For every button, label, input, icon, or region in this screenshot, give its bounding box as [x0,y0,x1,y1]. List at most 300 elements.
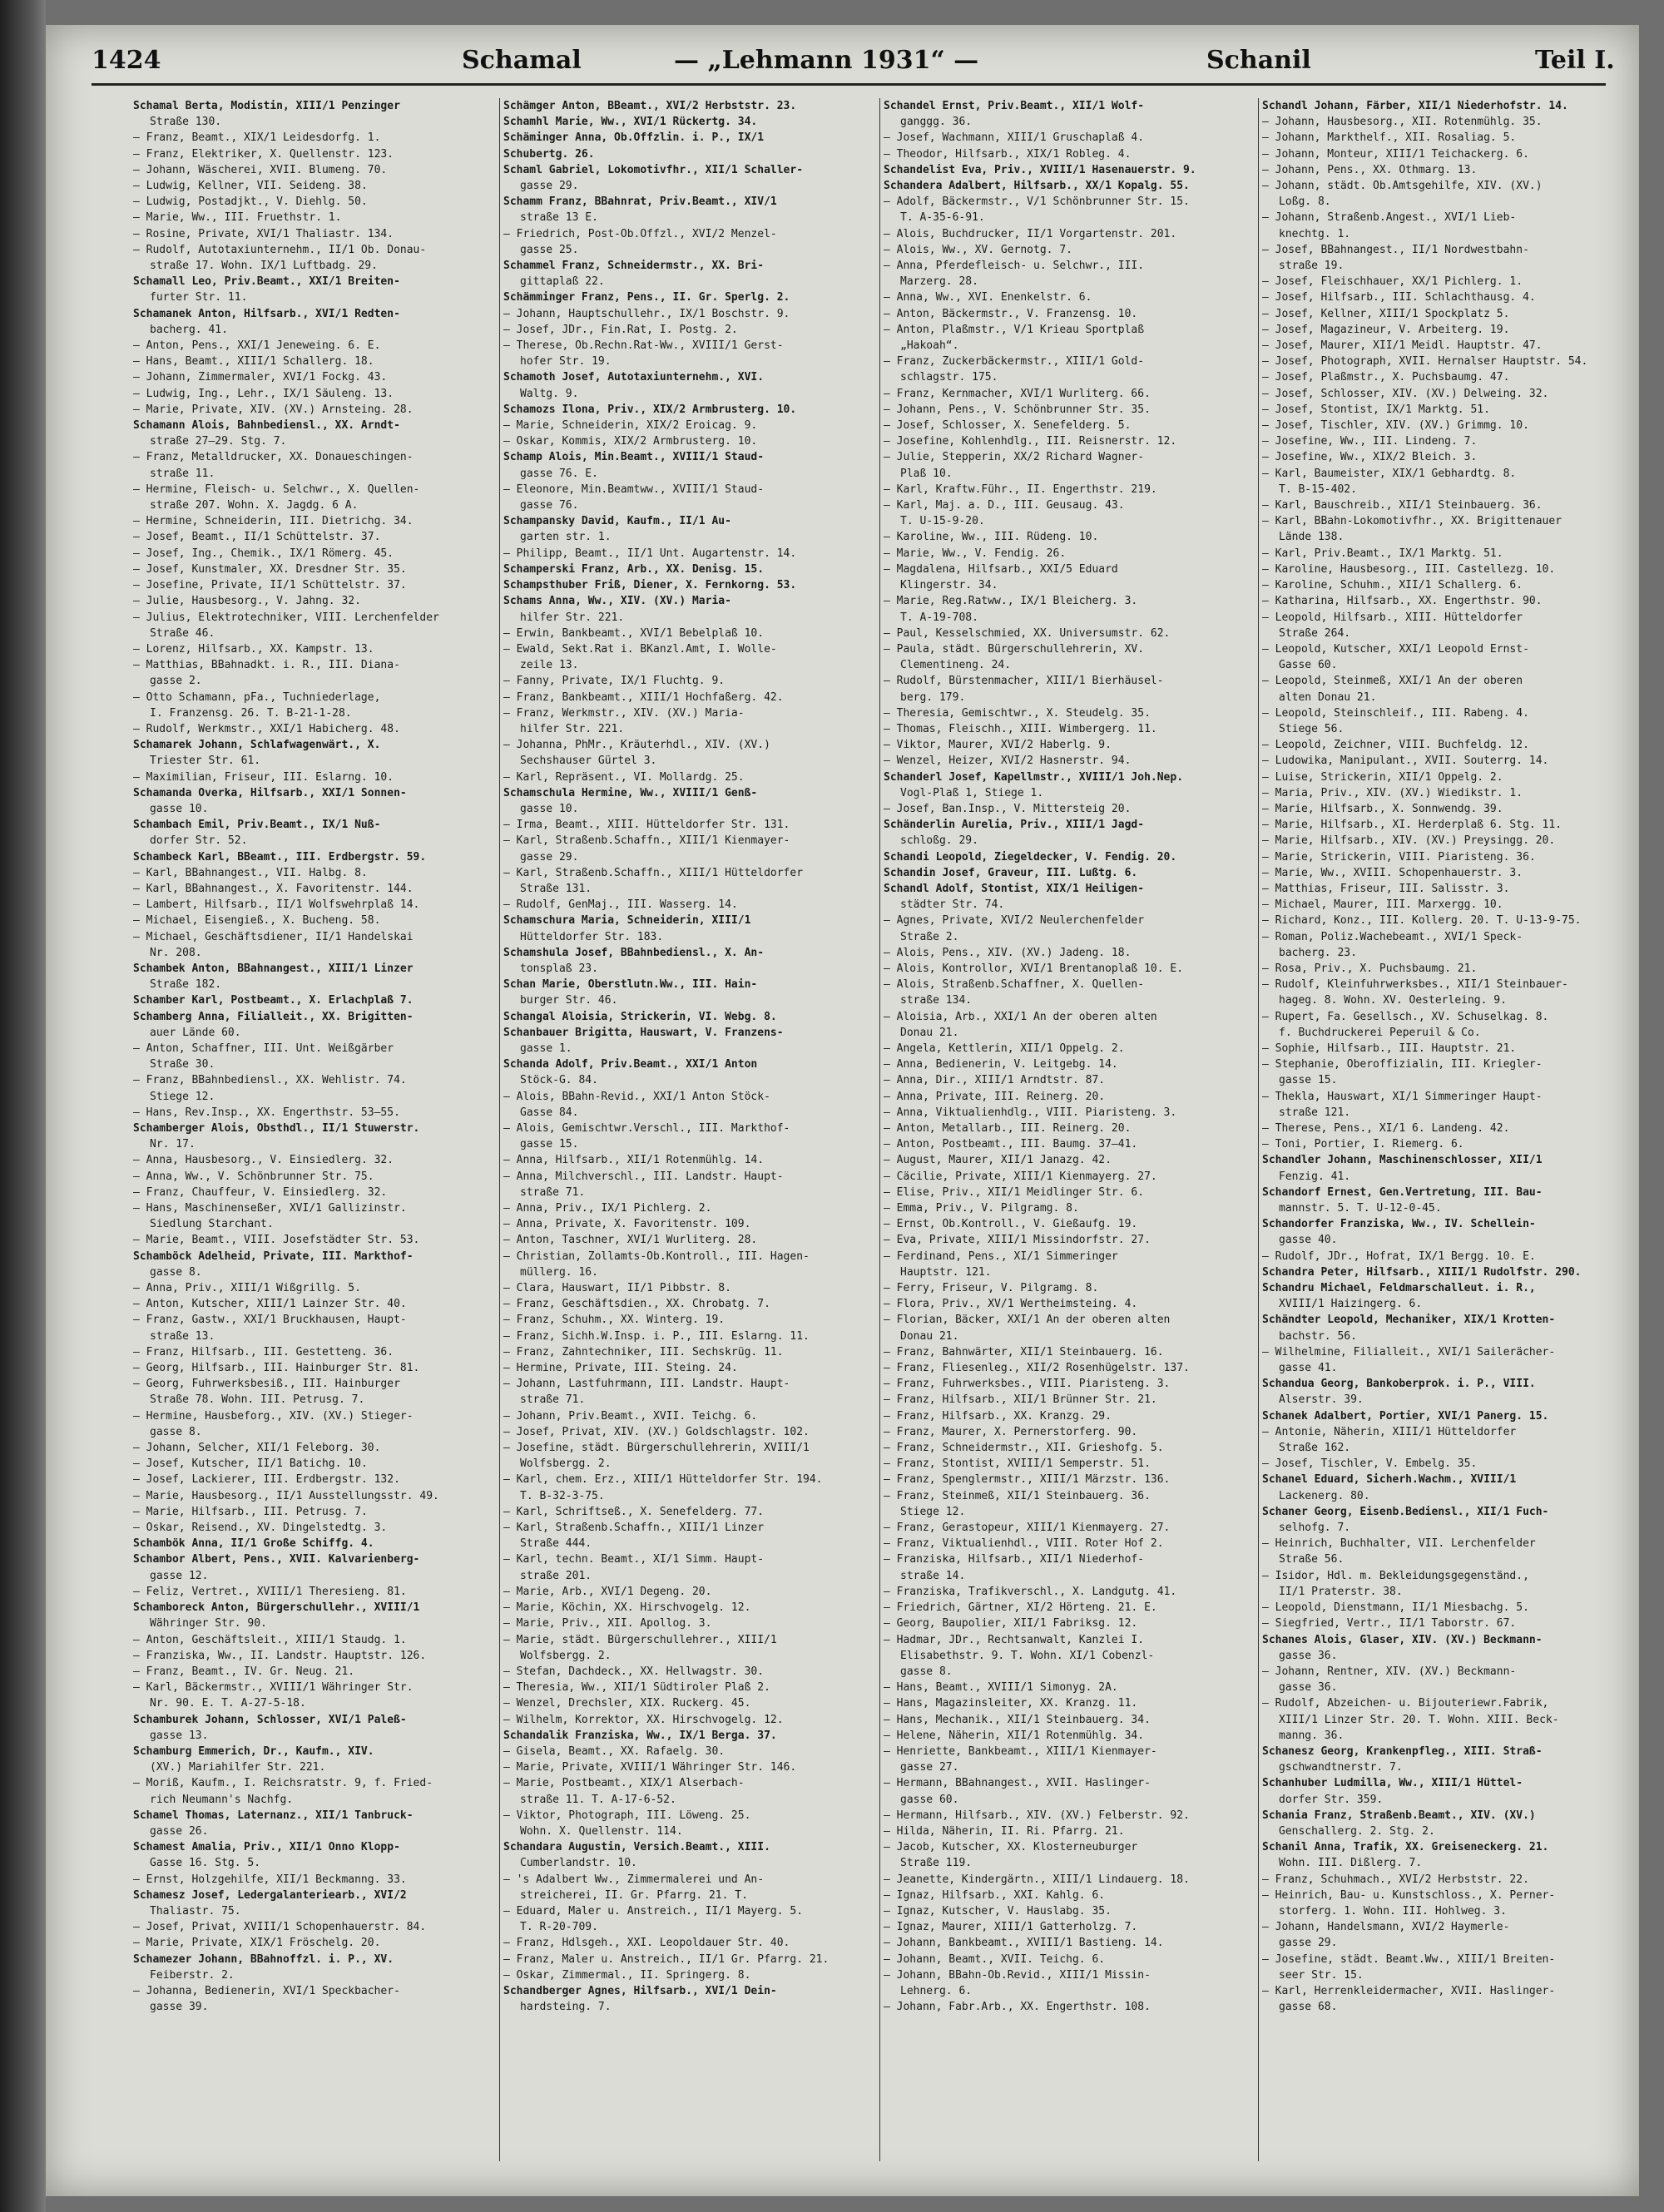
entry-line: — Josefine, Private, II/1 Schüttelstr. 37. [133,579,407,592]
left-headword: Schamal [462,46,582,75]
entry-line: — Lorenz, Hilfsarb., XX. Kampstr. 13. [133,642,374,656]
entry-line: — Antonie, Näherin, XIII/1 Hütteldorfer [1262,1425,1517,1438]
entry-line: — Angela, Kettlerin, XII/1 Oppelg. 2. [884,1042,1125,1055]
entry-continuation: Straße 2. [900,930,959,943]
entry-headword-line: Schamezer Johann, BBahnoffzl. i. P., XV. [133,1952,394,1966]
entry-headword-line: Schamschura Maria, Schneiderin, XIII/1 [503,914,751,928]
entry-line: — Agnes, Private, XVI/2 Neulerchenfelder [884,914,1145,928]
entry-headword-line: Schaner Georg, Eisenb.Bediensl., XII/1 Fuch- [1262,1505,1549,1518]
entry-continuation: T. A-35-6-91. [900,211,985,225]
entry-headword-line: Schandru Michael, Feldmarschalleut. i. R., [1262,1282,1536,1295]
entry-line: — Anton, Metallarb., III. Reinerg. 20. [884,1122,1132,1135]
entry-line: — Franz, Fuhrwerksbes., VIII. Piaristeng. 3. [884,1378,1171,1391]
entry-line: — Karl, Baumeister, XIX/1 Gebhardtg. 8. [1262,467,1517,480]
entry-headword-line: Schandera Adalbert, Hilfsarb., XX/1 Kopalg. 55. [884,180,1190,193]
entry-continuation: städter Str. 74. [900,898,1005,912]
entry-headword-line: Schandelist Eva, Priv., XVIII/1 Hasenauerstr. 9. [884,163,1196,176]
entry-line: — Anna, Priv., IX/1 Pichlerg. 2. [503,1202,712,1215]
entry-headword-line: Schandorfer Franziska, Ww., IV. Schellein- [1262,1218,1536,1231]
entry-continuation: Lackenerg. 80. [1279,1489,1370,1502]
entry-headword-line: Schamanda Overka, Hilfsarb., XXI/1 Sonnen- [133,786,407,799]
entry-line: — Johann, Bankbeamt., XVIII/1 Bastieng. 14. [884,1937,1164,1950]
entry-line: — Josef, Maurer, XII/1 Meidl. Hauptstr. 47. [1262,339,1543,353]
entry-headword-line: Schänderlin Aurelia, Priv., XIII/1 Jagd- [884,819,1145,832]
entry-continuation: tonsplaß 23. [520,962,598,975]
entry-line: — Marie, Private, XIV. (XV.) Arnsteing. 28. [133,403,414,416]
entry-line: — Josef, Wachmann, XIII/1 Gruschaplaß 4. [884,131,1145,145]
entry-continuation: gasse 10. [520,802,579,815]
entry-continuation: Straße 46. [150,626,215,640]
entry-continuation: gasse 76. E. [520,467,598,480]
entry-continuation: burger Str. 46. [520,994,618,1007]
entry-line: — Johanna, Bedienerin, XVI/1 Speckbacher- [133,1984,400,1997]
entry-line: — Johann, Beamt., XVII. Teichg. 6. [884,1952,1106,1966]
entry-line: — Rupert, Fa. Gesellsch., XV. Schuselkag. 8. [1262,1010,1549,1023]
entry-line: — Josef, Hilfsarb., III. Schlachthausg. 4. [1262,291,1536,304]
entry-continuation: Straße 182. [150,978,222,992]
entry-headword-line: Schams Anna, Ww., XIV. (XV.) Maria- [503,595,731,608]
entry-continuation: Cumberlandstr. 10. [520,1857,637,1870]
entry-continuation: auer Lände 60. [150,1026,241,1039]
entry-continuation: bacherg. 41. [150,323,228,336]
entry-line: — Christian, Zollamts-Ob.Kontroll., III. Hagen- [503,1250,810,1263]
entry-headword-line: Schamoth Josef, Autotaxiunternehm., XVI. [503,371,765,384]
entry-headword-line: Schamburek Johann, Schlosser, XVI/1 Paleß- [133,1713,407,1726]
entry-line: — Franz, BBahnbediensl., XX. Wehlistr. 74. [133,1074,407,1087]
entry-headword-line: Schamberger Alois, Obsthdl., II/1 Stuwerstr. [133,1122,420,1135]
column-divider [879,98,880,2161]
entry-headword-line: Schanhuber Ludmilla, Ww., XIII/1 Hüttel- [1262,1777,1523,1790]
entry-continuation: Straße 78. Wohn. III. Petrusg. 7. [150,1393,365,1407]
entry-line: — Marie, Hausbesorg., II/1 Ausstellungsstr. 49. [133,1489,439,1502]
entry-continuation: Plaß 10. [900,467,953,480]
entry-line: — Josef, Tischler, XIV. (XV.) Grimmg. 10. [1262,419,1529,433]
entry-line: — Anna, Ww., XVI. Enenkelstr. 6. [884,291,1092,304]
entry-line: — Karl, BBahnangest., X. Favoritenstr. 144. [133,882,414,895]
entry-continuation: Wohn. III. Dißlerg. 7. [1279,1857,1423,1870]
entry-line: — Josefine, Kohlenhdlg., III. Reisnerstr. 12. [884,435,1177,448]
entry-continuation: gasse 15. [1279,1074,1338,1087]
entry-line: — Josef, Kunstmaler, XX. Dresdner Str. 35. [133,562,407,576]
entry-headword-line: Schandalik Franziska, Ww., IX/1 Berga. 37. [503,1729,777,1742]
entry-line: — Anton, Geschäftsleit., XIII/1 Staudg. 1. [133,1633,407,1646]
entry-headword-line: Schändter Leopold, Mechaniker, XIX/1 Krotten- [1262,1314,1556,1327]
entry-line: — Isidor, Hdl. m. Bekleidungsgegenständ., [1262,1569,1529,1582]
entry-line: — Marie, Ww., XVIII. Schopenhauerstr. 3. [1262,866,1523,879]
entry-headword-line: Schanbauer Brigitta, Hauswart, V. Franzens- [503,1026,784,1039]
entry-line: — Marie, städt. Bürgerschullehrer., XIII/1 [503,1633,777,1646]
entry-continuation: rich Neumann's Nachfg. [150,1793,294,1806]
entry-line: — Josef, JDr., Fin.Rat, I. Postg. 2. [503,323,738,336]
entry-headword-line: Schambek Anton, BBahnangest., XIII/1 Linzer [133,962,414,975]
entry-line: — Karl, Bauschreib., XII/1 Steinbauerg. 36. [1262,499,1543,512]
entry-line: — Rudolf, Werkmstr., XXI/1 Habicherg. 48. [133,722,400,735]
column-4 [1262,98,1638,2178]
entry-continuation: gasse 36. [1279,1649,1338,1662]
entry-continuation: Marzerg. 28. [900,275,978,289]
entry-headword-line: Schamal Berta, Modistin, XIII/1 Penzinger [133,100,400,112]
entry-line: — Wenzel, Drechsler, XIX. Ruckerg. 45. [503,1697,751,1710]
entry-line: — Franz, Stontist, XVIII/1 Semperstr. 51. [884,1457,1151,1471]
entry-line: — Franz, Viktualienhdl., VIII. Roter Hof 2. [884,1537,1164,1551]
entry-line: — Cäcilie, Private, XIII/1 Kienmayerg. 27. [884,1170,1157,1183]
entry-continuation: seer Str. 15. [1279,1968,1364,1982]
entry-line: — Johann, Handelsmann, XVI/2 Haymerle- [1262,1921,1510,1934]
entry-line: — Marie, Arb., XVI/1 Degeng. 20. [503,1585,712,1598]
entry-line: — Ignaz, Maurer, XIII/1 Gatterholzg. 7. [884,1921,1138,1934]
entry-continuation: T. B-15-402. [1279,482,1357,496]
entry-continuation: Lände 138. [1279,531,1345,544]
entry-line: — Rudolf, Abzeichen- u. Bijouteriewr.Fabrik, [1262,1697,1549,1710]
entry-headword-line: Schambök Anna, II/1 Große Schiffg. 4. [133,1537,374,1551]
entry-line: — Friedrich, Post-Ob.Offzl., XVI/2 Menzel- [503,227,777,240]
entry-continuation: straße 207. Wohn. X. Jagdg. 6 A. [150,499,359,512]
entry-headword-line: Schamall Leo, Priv.Beamt., XXI/1 Breiten- [133,275,400,289]
entry-line: — Oskar, Kommis, XIX/2 Armbrusterg. 10. [503,435,758,448]
entry-line: — Anna, Ww., V. Schönbrunner Str. 75. [133,1170,374,1183]
entry-continuation: dorfer Str. 359. [1279,1793,1384,1806]
entry-line: — Anton, Pens., XXI/1 Jeneweing. 6. E. [133,339,381,353]
entry-line: — Karl, Herrenkleidermacher, XVII. Haslinger- [1262,1984,1556,1997]
entry-line: — Michael, Geschäftsdiener, II/1 Handelskai [133,930,414,943]
entry-continuation: gasse 26. [150,1824,209,1838]
entry-headword-line: Schamburg Emmerich, Dr., Kaufm., XIV. [133,1744,374,1758]
entry-headword-line: Schamest Amalia, Priv., XII/1 Onno Klopp- [133,1841,400,1854]
entry-line: — Karl, Repräsent., VI. Mollardg. 25. [503,770,745,784]
entry-line: — Franz, Schuhmach., XVI/2 Herbststr. 22. [1262,1873,1529,1886]
entry-continuation: Straße 264. [1279,626,1351,640]
entry-line: — Marie, Beamt., VIII. Josefstädter Str. 53. [133,1234,420,1247]
entry-line: — Theresia, Ww., XII/1 Südtiroler Plaß 2. [503,1681,770,1695]
entry-headword-line: Schampsthuber Friß, Diener, X. Fernkorng. 53. [503,579,797,592]
entry-line: — Magdalena, Hilfsarb., XXI/5 Eduard [884,562,1118,576]
entry-line: — Ernst, Holzgehilfe, XII/1 Beckmanng. 33. [133,1873,407,1886]
entry-line: — Rudolf, Autotaxiunternehm., II/1 Ob. Donau- [133,243,427,256]
entry-continuation: furter Str. 11. [150,291,248,304]
entry-continuation: Loßg. 8. [1279,195,1331,209]
entry-line: — Josef, Ing., Chemik., IX/1 Römerg. 45. [133,547,394,560]
entry-line: — Rosa, Priv., X. Puchsbaumg. 21. [1262,962,1478,975]
entry-line: — Josef, Photograph, XVII. Hernalser Hauptstr. 54. [1262,355,1588,369]
entry-headword-line: Schandorf Ernest, Gen.Vertretung, III. Bau- [1262,1185,1543,1199]
entry-headword-line: Schammel Franz, Schneidermstr., XX. Bri- [503,260,765,273]
entry-line: — Marie, Reg.Ratww., IX/1 Bleicherg. 3. [884,595,1138,608]
entry-line: — Franziska, Ww., II. Landstr. Hauptstr. 126. [133,1649,427,1662]
entry-line: — Franz, Zuckerbäckermstr., XIII/1 Gold- [884,355,1145,369]
entry-headword-line: Schämminger Franz, Pens., II. Gr. Sperlg. 2. [503,291,790,304]
entry-continuation: gasse 76. [520,499,579,512]
entry-line: — Anna, Hausbesorg., V. Einsiedlerg. 32. [133,1154,394,1167]
entry-headword-line: Schamshula Josef, BBahnbediensl., X. An- [503,946,765,959]
entry-continuation: müllerg. 16. [520,1265,598,1279]
entry-line: — Heinrich, Buchhalter, VII. Lerchenfelder [1262,1537,1536,1551]
entry-line: — Ludwig, Kellner, VII. Seideng. 38. [133,180,368,193]
entry-line: — Johanna, PhMr., Kräuterhdl., XIV. (XV.) [503,739,770,752]
entry-continuation: „Hakoah“. [900,339,959,353]
entry-continuation: Stiege 12. [150,1090,215,1103]
entry-continuation: Straße 30. [150,1058,215,1071]
entry-line: — Heinrich, Bau- u. Kunstschloss., X. Perner- [1262,1888,1556,1902]
entry-headword-line: Schamböck Adelheid, Private, III. Markthof- [133,1250,414,1263]
entry-line: — Matthias, BBahnadkt. i. R., III. Diana- [133,659,400,672]
entry-line: — Marie, Hilfsarb., XI. Herderplaß 6. Stg. 11. [1262,819,1562,832]
entry-line: — Johann, Markthelf., XII. Rosaliag. 5. [1262,131,1517,145]
entry-headword-line: Schamozs Ilona, Priv., XIX/2 Armbrusterg. 10. [503,403,797,416]
entry-headword-line: Schandua Georg, Bankoberprok. i. P., VIII. [1262,1378,1536,1391]
entry-line: — Eva, Private, XIII/1 Missindorfstr. 27. [884,1234,1151,1247]
entry-continuation: Donau 21. [900,1329,959,1343]
page-number: 1424 [92,46,161,75]
entry-line: — Henriette, Bankbeamt., XIII/1 Kienmayer- [884,1744,1157,1758]
entry-line: — Anna, Pferdefleisch- u. Selchwr., III. [884,260,1145,273]
entry-continuation: II/1 Praterstr. 38. [1279,1585,1403,1598]
entry-headword-line: Schamberg Anna, Filialleit., XX. Brigitten- [133,1010,414,1023]
entry-line: — Maria, Priv., XIV. (XV.) Wiedikstr. 1. [1262,786,1523,799]
running-header [92,46,1615,83]
entry-line: — Ludowika, Manipulant., XVII. Souterrg. 14. [1262,755,1549,768]
entry-continuation: Nr. 208. [150,946,202,959]
entry-continuation: storferg. 1. Wohn. III. Hohlweg. 3. [1279,1904,1507,1918]
entry-line: — Franz, Hdlsgeh., XXI. Leopoldauer Str. 40. [503,1937,790,1950]
entry-line: — Jeanette, Kindergärtn., XIII/1 Lindauerg. 18. [884,1873,1190,1886]
entry-line: — Franziska, Trafikverschl., X. Landgutg. 41. [884,1585,1177,1598]
entry-headword-line: Schamesz Josef, Ledergalanteriearb., XVI/2 [133,1888,407,1902]
entry-line: — Aloisia, Arb., XXI/1 An der oberen alten [884,1010,1157,1023]
entry-continuation: gasse 12. [150,1569,209,1582]
entry-line: — Leopold, Steinschleif., III. Rabeng. 4. [1262,706,1529,720]
entry-line: — Josefine, Ww., XIX/2 Bleich. 3. [1262,451,1478,464]
entry-line: — Franz, Maler u. Anstreich., II/1 Gr. Pfarrg. 21. [503,1952,830,1966]
entry-continuation: Waltg. 9. [520,387,579,400]
entry-line: — Marie, Köchin, XX. Hirschvogelg. 12. [503,1601,751,1615]
entry-line: — Franz, Beamt., XIX/1 Leidesdorfg. 1. [133,131,381,145]
entry-continuation: Wohn. X. Quellenstr. 114. [520,1824,683,1838]
entry-line: — Franz, Sichh.W.Insp. i. P., III. Eslarng. 11. [503,1329,810,1343]
entry-line: — Hermann, BBahnangest., XVII. Haslinger- [884,1777,1151,1790]
entry-continuation: gittaplaß 22. [520,275,605,289]
entry-line: — Alois, Buchdrucker, II/1 Vorgartenstr. 201. [884,227,1177,240]
entry-continuation: Straße 56. [1279,1553,1345,1566]
entry-headword-line: Schanesz Georg, Krankenpfleg., XIII. Straß- [1262,1744,1543,1758]
entry-line: — Rudolf, JDr., Hofrat, IX/1 Bergg. 10. E. [1262,1250,1536,1263]
entry-continuation: straße 71. [520,1185,586,1199]
entry-line: — Marie, Hilfsarb., X. Sonnwendg. 39. [1262,802,1503,815]
entry-headword-line: Schambeck Karl, BBeamt., III. Erdbergstr. 59. [133,850,427,864]
entry-line: — Georg, Fuhrwerksbesiß., III. Hainburger [133,1378,400,1391]
entry-line: — Karl, Kraftw.Führ., II. Engerthstr. 219. [884,482,1157,496]
entry-line: — Karl, Straßenb.Schaffn., XIII/1 Linzer [503,1522,765,1535]
entry-line: — Anton, Plaßmstr., V/1 Krieau Sportplaß [884,323,1145,336]
entry-continuation: hofer Str. 19. [520,355,612,369]
entry-continuation: I. Franzensg. 26. T. B-21-1-28. [150,706,352,720]
entry-line: — Helene, Näherin, XII/1 Rotenmühlg. 34. [884,1729,1145,1742]
entry-line: — Leopold, Zeichner, VIII. Buchfeldg. 12. [1262,739,1529,752]
entry-continuation: Siedlung Starchant. [150,1218,274,1231]
entry-line: — Hermine, Schneiderin, III. Dietrichg. 34. [133,515,414,528]
entry-line: — Franz, Steinmeß, XII/1 Steinbauerg. 36. [884,1489,1151,1502]
entry-line: — Johann, Priv.Beamt., XVII. Teichg. 6. [503,1409,758,1423]
entry-headword-line: Schandra Peter, Hilfsarb., XIII/1 Rudolfstr. 290. [1262,1265,1582,1279]
entry-continuation: mannstr. 5. T. U-12-0-45. [1279,1202,1442,1215]
entry-line: — Rudolf, Bürstenmacher, XIII/1 Bierhäusel- [884,675,1164,688]
entry-headword-line: Schamarek Johann, Schlafwagenwärt., X. [133,739,381,752]
entry-line: — Leopold, Kutscher, XXI/1 Leopold Ernst- [1262,642,1529,656]
entry-line: — Luise, Strickerin, XII/1 Oppelg. 2. [1262,770,1503,784]
entry-line: — Karl, chem. Erz., XIII/1 Hütteldorfer Str. 194. [503,1473,823,1487]
entry-headword-line: Schamp Alois, Min.Beamt., XVIII/1 Staud- [503,451,765,464]
entry-continuation: gasse 27. [900,1761,959,1774]
entry-line: — Eduard, Maler u. Anstreich., II/1 Mayerg. 5. [503,1904,804,1918]
entry-continuation: straße 201. [520,1569,592,1582]
entry-line: — Hans, Beamt., XVIII/1 Simonyg. 2A. [884,1681,1118,1695]
entry-line: — Alois, Gemischtwr.Verschl., III. Markthof- [503,1122,790,1135]
entry-line: — Hans, Rev.Insp., XX. Engerthstr. 53—55. [133,1106,400,1119]
entry-continuation: hardsteing. 7. [520,2001,612,2014]
entry-line: — Karoline, Schuhm., XII/1 Schallerg. 6. [1262,579,1523,592]
entry-headword-line: Schandi Leopold, Ziegeldecker, V. Fendig. 20. [884,850,1177,864]
entry-continuation: manng. 36. [1279,1729,1345,1742]
entry-line: — Wenzel, Heizer, XVI/2 Hasnerstr. 94. [884,755,1132,768]
right-headword: Schanil [1206,46,1311,75]
entry-continuation: Stiege 12. [900,1505,966,1518]
entry-line: — Josefine, Ww., III. Lindeng. 7. [1262,435,1478,448]
entry-headword-line: Schanil Anna, Trafik, XX. Greiseneckerg. 21. [1262,1841,1549,1854]
entry-line: — Michael, Eisengieß., X. Bucheng. 58. [133,914,381,928]
entry-line: — Ignaz, Hilfsarb., XXI. Kahlg. 6. [884,1888,1106,1902]
entry-line: — Franz, Beamt., IV. Gr. Neug. 21. [133,1665,355,1678]
entry-continuation: bacherg. 23. [1279,946,1357,959]
column-2 [503,98,879,2178]
entry-continuation: gasse 15. [520,1138,579,1151]
entry-line: — Marie, Private, XVIII/1 Währinger Str. 146. [503,1761,797,1774]
entry-line: — Roman, Poliz.Wachebeamt., XVI/1 Speck- [1262,930,1523,943]
entry-line: — Marie, Ww., V. Fendig. 26. [884,547,1067,560]
header-rule [92,83,1606,86]
entry-headword-line: Schandler Johann, Maschinenschlosser, XII/1 [1262,1154,1543,1167]
entry-headword-line: Schanda Adolf, Priv.Beamt., XXI/1 Anton [503,1058,758,1071]
entry-line: — Thekla, Hauswart, XI/1 Simmeringer Haupt- [1262,1090,1543,1103]
entry-line: — Franz, Bahnwärter, XII/1 Steinbauerg. 16. [884,1345,1164,1358]
entry-line: — Josef, Magazineur, V. Arbeiterg. 19. [1262,323,1510,336]
column-3 [884,98,1260,2178]
entry-line: — Siegfried, Vertr., II/1 Taborstr. 67. [1262,1617,1517,1631]
entry-continuation: T. A-19-708. [900,611,978,624]
entry-headword-line: Schandin Josef, Graveur, III. Lußtg. 6. [884,866,1138,879]
entry-line: — Karl, Maj. a. D., III. Geusaug. 43. [884,499,1125,512]
entry-line: — Therese, Ob.Rechn.Rat-Ww., XVIII/1 Gerst- [503,339,784,353]
entry-continuation: straße 13. [150,1329,215,1343]
entry-line: — Therese, Pens., XI/1 6. Landeng. 42. [1262,1122,1510,1135]
entry-line: — Hans, Beamt., XIII/1 Schallerg. 18. [133,355,374,369]
entry-headword-line: Schandel Ernst, Priv.Beamt., XII/1 Wolf- [884,100,1145,112]
entry-continuation: straße 134. [900,994,973,1007]
entry-continuation: Klingerstr. 34. [900,579,998,592]
entry-continuation: Straße 130. [150,116,222,129]
entry-continuation: Straße 444. [520,1537,592,1551]
entry-line: — Johann, Pens., V. Schönbrunner Str. 35. [884,403,1151,416]
entry-headword-line: Schamhl Marie, Ww., XVI/1 Rückertg. 34. [503,116,758,129]
entry-line: — Johann, Lastfuhrmann, III. Landstr. Haupt- [503,1378,790,1391]
entry-continuation: Genschallerg. 2. Stg. 2. [1279,1824,1435,1838]
entry-line: — Johann, städt. Ob.Amtsgehilfe, XIV. (XV.) [1262,180,1543,193]
column-divider [1258,98,1259,2161]
entry-headword-line: Schamschula Hermine, Ww., XVIII/1 Genß- [503,786,758,799]
entry-continuation: Elisabethstr. 9. T. Wohn. XI/1 Cobenzl- [900,1649,1155,1662]
entry-continuation: gasse 36. [1279,1681,1338,1695]
entry-line: — Hermine, Hausbeforg., XIV. (XV.) Stieger- [133,1409,414,1423]
entry-line: — Josef, Plaßmstr., X. Puchsbaumg. 47. [1262,371,1510,384]
entry-line: — Franz, Hilfsarb., XII/1 Brünner Str. 21. [884,1393,1157,1407]
entry-line: — Anton, Kutscher, XIII/1 Lainzer Str. 40. [133,1298,407,1311]
entry-line: — Elise, Priv., XII/1 Meidlinger Str. 6. [884,1185,1145,1199]
entry-continuation: Clementineng. 24. [900,659,1012,672]
entry-continuation: XIII/1 Linzer Str. 20. T. Wohn. XIII. Beck- [1279,1713,1559,1726]
entry-line: — Anna, Hilfsarb., XII/1 Rotenmühlg. 14. [503,1154,765,1167]
entry-line: — Anna, Milchverschl., III. Landstr. Haupt- [503,1170,784,1183]
entry-continuation: T. U-15-9-20. [900,515,985,528]
entry-line: — Johann, Wäscherei, XVII. Blumeng. 70. [133,163,388,176]
entry-continuation: gasse 13. [150,1729,209,1742]
entry-line: — Josef, Stontist, IX/1 Marktg. 51. [1262,403,1490,416]
entry-line: — Franz, Chauffeur, V. Einsiedlerg. 32. [133,1185,388,1199]
entry-line: — Marie, Priv., XII. Apollog. 3. [503,1617,712,1631]
entry-continuation: Gasse 84. [520,1106,579,1119]
entry-continuation: streicherei, II. Gr. Pfarrg. 21. T. [520,1888,748,1902]
entry-continuation: hilfer Str. 221. [520,611,625,624]
entry-line: — Josef, Kellner, XIII/1 Spockplatz 5. [1262,307,1510,320]
entry-line: — Rosine, Private, XVI/1 Thaliastr. 134. [133,227,394,240]
entry-line: — Hadmar, JDr., Rechtsanwalt, Kanzlei I. [884,1633,1145,1646]
entry-continuation: schlagstr. 175. [900,371,998,384]
entry-continuation: Nr. 90. E. T. A-27-5-18. [150,1697,306,1710]
entry-continuation: gasse 8. [150,1425,202,1438]
entry-continuation: Vogl-Plaß 1, Stiege 1. [900,786,1044,799]
entry-line: — Ferdinand, Pens., XI/1 Simmeringer [884,1250,1118,1263]
entry-line: — Karl, BBahn-Lokomotivfhr., XX. Brigittenauer [1262,515,1562,528]
entry-headword-line: Schandberger Agnes, Hilfsarb., XVI/1 Dein- [503,1984,777,1997]
entry-line: — Flora, Priv., XV/1 Wertheimsteing. 4. [884,1298,1138,1311]
entry-line: — Josefine, städt. Beamt.Ww., XIII/1 Breiten- [1262,1952,1556,1966]
entry-line: — Franz, Bankbeamt., XIII/1 Hochfaßerg. 42. [503,690,784,704]
entry-continuation: straße 19. [1279,260,1345,273]
entry-continuation: garten str. 1. [520,531,612,544]
entry-continuation: Währinger Str. 90. [150,1617,267,1631]
entry-continuation: Fenzig. 41. [1279,1170,1351,1183]
entry-line: — Anton, Taschner, XVI/1 Wurliterg. 28. [503,1234,758,1247]
entry-continuation: Nr. 17. [150,1138,196,1151]
entry-line: — Julie, Stepperin, XX/2 Richard Wagner- [884,451,1145,464]
entry-line: — Johann, Hausbesorg., XII. Rotenmühlg. 35. [1262,116,1543,129]
entry-headword-line: Schania Franz, Straßenb.Beamt., XIV. (XV.) [1262,1809,1536,1822]
entry-line: — Josef, Tischler, V. Embelg. 35. [1262,1457,1478,1471]
entry-continuation: Straße 131. [520,882,592,895]
entry-continuation: Lehnerg. 6. [900,1984,973,1997]
entry-line: — Thomas, Fleischh., XIII. Wimbergerg. 11. [884,722,1157,735]
entry-line: — Franz, Schuhm., XX. Winterg. 19. [503,1314,726,1327]
entry-line: — Franz, Kernmacher, XVI/1 Wurliterg. 66. [884,387,1151,400]
entry-continuation: T. B-32-3-75. [520,1489,605,1502]
entry-line: — Ignaz, Kutscher, V. Hauslabg. 35. [884,1904,1112,1918]
entry-line: — Josef, Kutscher, II/1 Batichg. 10. [133,1457,368,1471]
entry-continuation: Alserstr. 39. [1279,1393,1364,1407]
entry-continuation: gasse 10. [150,802,209,815]
entry-line: — Franz, Schneidermstr., XII. Grieshofg. 5. [884,1442,1164,1455]
entry-continuation: gasse 40. [1279,1234,1338,1247]
entry-line: — Marie, Private, XIX/1 Fröschelg. 20. [133,1937,381,1950]
entry-line: — Jacob, Kutscher, XX. Klosterneuburger [884,1841,1138,1854]
entry-continuation: Hütteldorfer Str. 183. [520,930,664,943]
entry-continuation: Donau 21. [900,1026,959,1039]
